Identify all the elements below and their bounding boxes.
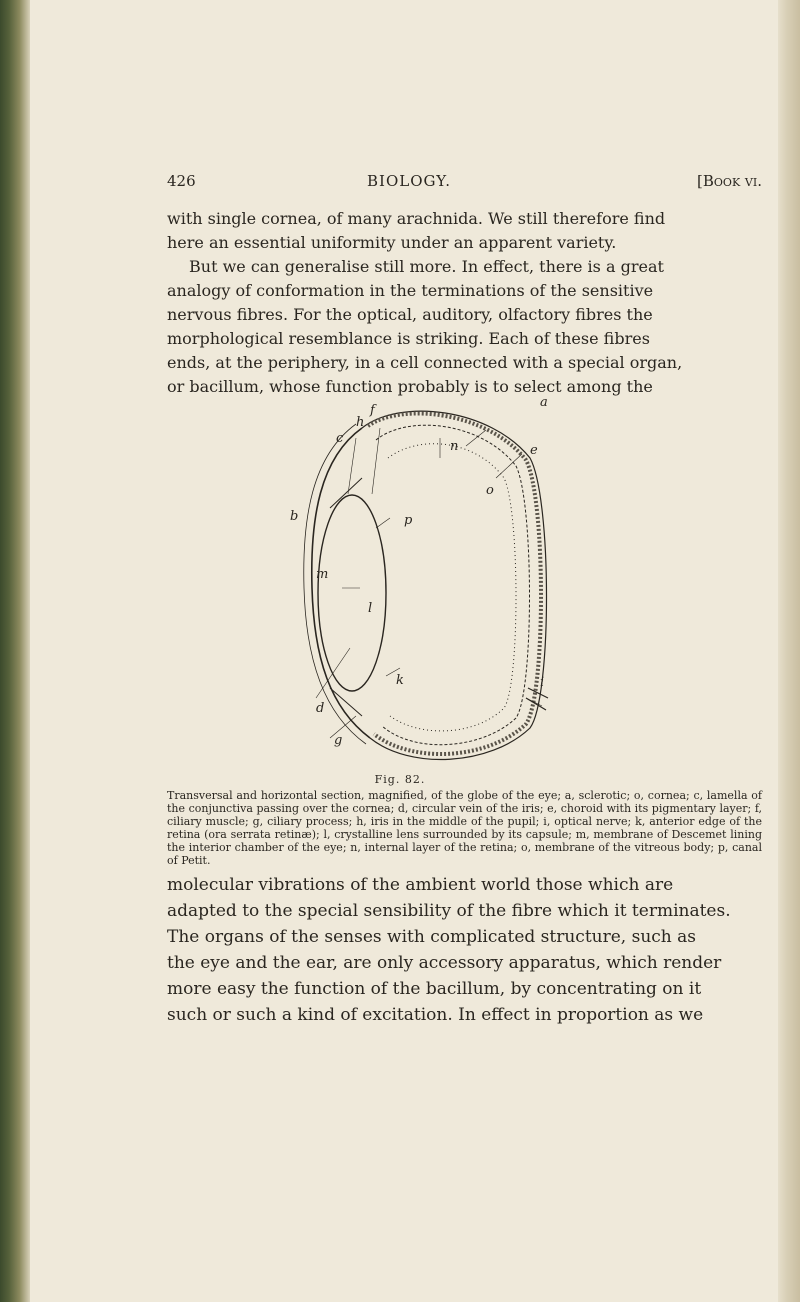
choroid <box>376 425 530 745</box>
running-title: BIOLOGY. <box>367 172 451 190</box>
running-header <box>167 172 762 192</box>
label-e: e <box>530 443 538 458</box>
book-binding <box>0 0 30 1302</box>
label-c: c <box>336 431 344 446</box>
eye-section-figure <box>290 398 550 778</box>
text-line: adapted to the special sensibility of the fibre which it terminates. <box>167 901 731 921</box>
label-d: d <box>316 701 325 716</box>
text-line: nervous fibres. For the optical, auditory, olfactory fibres the <box>167 305 653 324</box>
label-o: o <box>486 483 494 498</box>
text-line: more easy the function of the bacillum, by concentrating on it <box>167 979 702 999</box>
text-line: here an essential uniformity under an apparent variety. <box>167 233 617 252</box>
label-p: p <box>404 513 413 528</box>
text-line: or bacillum, whose function probably is to select among the <box>167 377 653 396</box>
label-h: h <box>356 415 365 430</box>
paragraph-2 <box>167 872 762 1028</box>
iris-top <box>330 478 362 508</box>
iris-bottom <box>330 688 362 716</box>
crystalline-lens <box>318 495 386 691</box>
caption-text: Transversal and horizontal section, magnified, of the globe of the eye; a, sclerotic; o, cornea; c, lamella of the conjunctiva passing over the cornea; d, circular vein of the iris; e, choroid with its pigmentary layer; f, ciliary muscle; g, ciliary process; h, iris in the middle of the pupil; i, optical nerve; k, anterior edge of the retina (ora serrata retinæ); l, crystalline lens surrounded by its capsule; m, membrane of Descemet lining the interior chamber of the eye; n, internal layer of the retina; o, membrane of the vitreous body; p, canal of Petit. <box>167 789 762 867</box>
label-m: m <box>316 567 329 582</box>
text-line: analogy of conformation in the terminations of the sensitive <box>167 281 654 300</box>
label-n: n <box>450 439 459 454</box>
text-line: ends, at the periphery, in a cell connected with a special organ, <box>167 353 683 372</box>
paragraph-1 <box>167 207 762 399</box>
label-k: k <box>396 673 404 688</box>
label-a: a <box>540 398 548 410</box>
label-b: b <box>290 509 299 524</box>
text-line: with single cornea, of many arachnida. We still therefore find <box>167 209 666 228</box>
book-section: [Book vi. <box>697 172 762 190</box>
label-f: f <box>370 403 375 418</box>
optic-nerve <box>526 688 548 710</box>
figure-caption <box>167 789 762 867</box>
sclerotic-outer <box>362 411 547 759</box>
page-number: 426 <box>167 172 196 190</box>
page-edge <box>778 0 800 1302</box>
label-i: i <box>540 675 545 690</box>
text-line: morphological resemblance is striking. Each of these fibres <box>167 329 650 348</box>
text-line: But we can generalise still more. In effect, there is a great <box>189 257 664 276</box>
text-line: the eye and the ear, are only accessory apparatus, which render <box>167 953 722 973</box>
figure-title: Fig. 82. <box>374 773 426 786</box>
text-line: molecular vibrations of the ambient world those which are <box>167 875 674 895</box>
text-line: The organs of the senses with complicated structure, such as <box>167 927 697 947</box>
text-line: such or such a kind of excitation. In effect in proportion as we <box>167 1005 704 1025</box>
label-g: g <box>334 733 343 748</box>
label-l: l <box>368 601 373 616</box>
sclerotic-hatch <box>368 413 541 754</box>
retina <box>388 444 516 731</box>
